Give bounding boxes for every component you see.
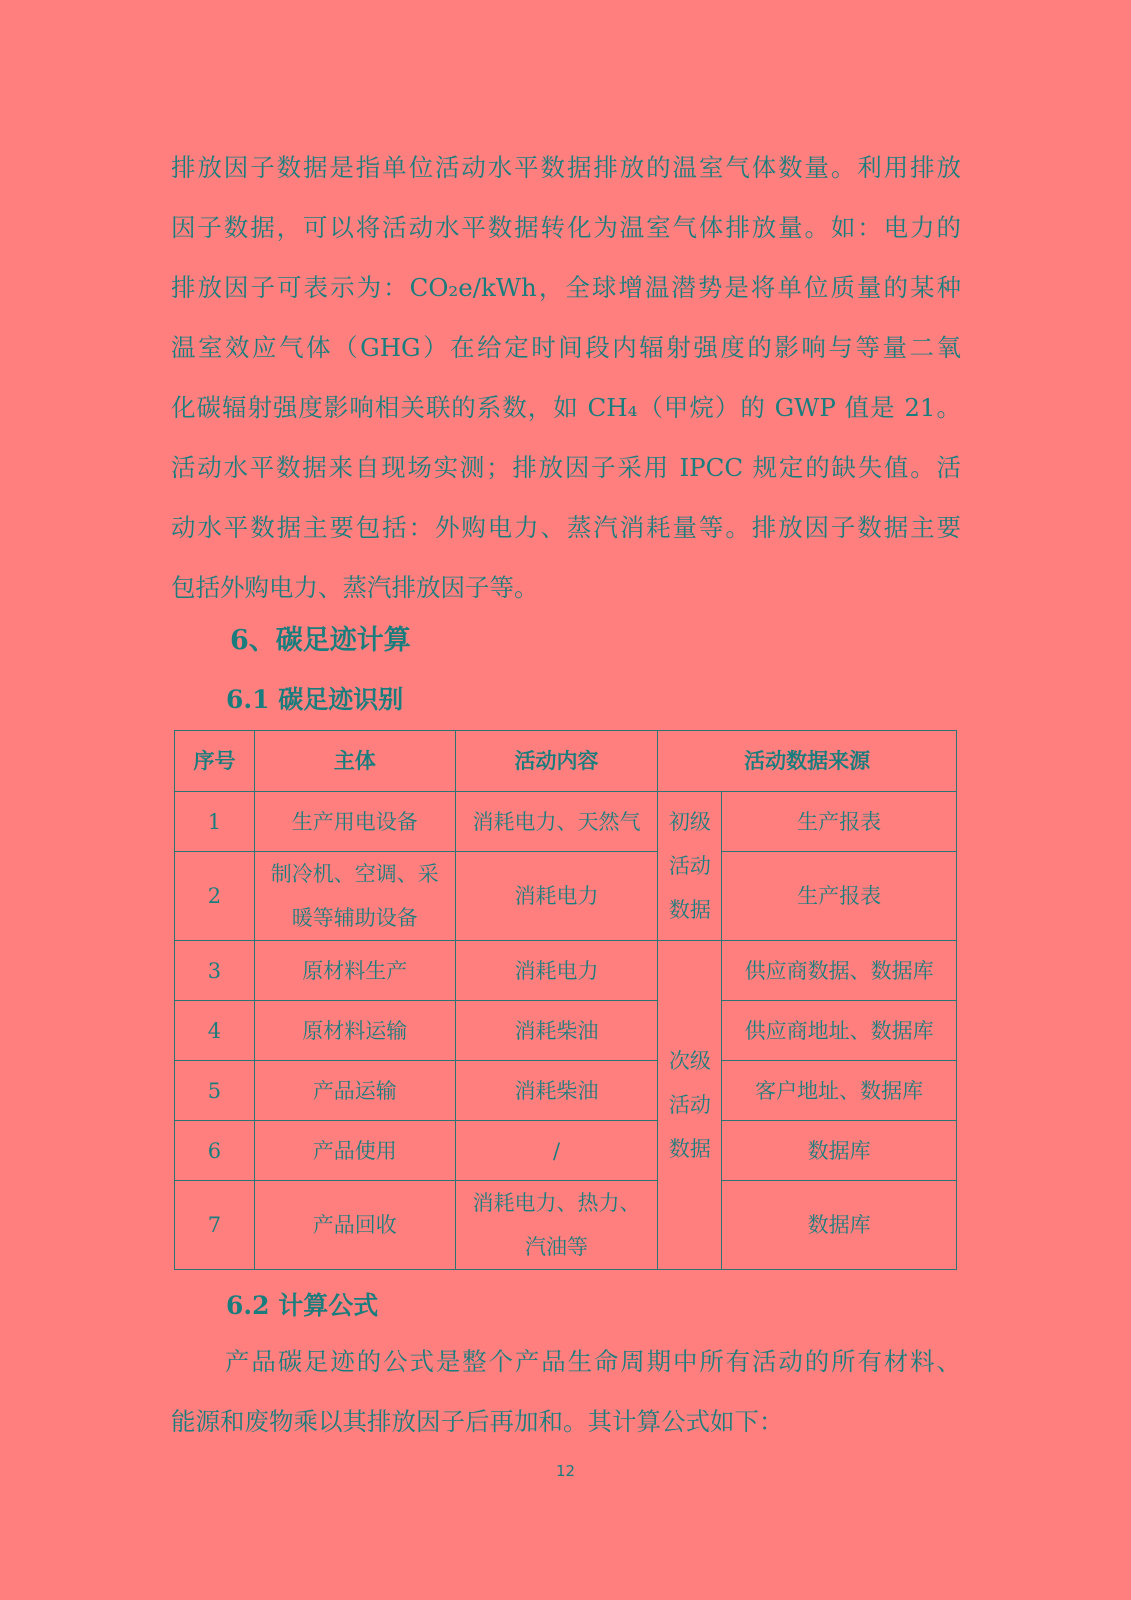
cell-no: 7 (175, 1181, 255, 1270)
cell-no: 2 (175, 852, 255, 941)
cell-subject: 原材料运输 (254, 1001, 455, 1061)
cell-source: 数据库 (722, 1121, 957, 1181)
cell-activity: 消耗柴油 (455, 1061, 658, 1121)
cell-no: 1 (175, 792, 255, 852)
text-line: 能源和废物乘以其排放因子后再加和。其计算公式如下： (171, 1407, 784, 1436)
cell-subject: 产品使用 (254, 1121, 455, 1181)
text-line: 化碳辐射强度影响相关联的系数，如 CH₄（甲烷）的 GWP 值是 21。 (171, 393, 961, 422)
cell-activity: 消耗电力 (455, 941, 658, 1001)
cell-no: 3 (175, 941, 255, 1001)
cell-activity: 消耗电力、天然气 (455, 792, 658, 852)
cell-source: 数据库 (722, 1181, 957, 1270)
cell-activity: 消耗柴油 (455, 1001, 658, 1061)
text-line: 排放因子数据是指单位活动水平数据排放的温室气体数量。利用排放 (171, 153, 961, 182)
cell-source: 供应商地址、数据库 (722, 1001, 957, 1061)
section-heading-6: 6、碳足迹计算 (230, 625, 411, 656)
cell-subject: 产品回收 (254, 1181, 455, 1270)
table-row (175, 1001, 957, 1061)
paragraph-formula-intro (171, 1332, 961, 1452)
cell-no: 6 (175, 1121, 255, 1181)
cell-subject: 原材料生产 (254, 941, 455, 1001)
cell-subject: 产品运输 (254, 1061, 455, 1121)
section-heading-6-2: 6.2 计算公式 (226, 1291, 379, 1320)
cell-activity: / (455, 1121, 658, 1181)
table-row (175, 1061, 957, 1121)
header-no: 序号 (175, 731, 255, 792)
table-row (175, 852, 957, 941)
section-heading-6-1: 6.1 碳足迹识别 (226, 685, 404, 714)
cell-subject: 生产用电设备 (254, 792, 455, 852)
header-subject: 主体 (254, 731, 455, 792)
cell-subject: 制冷机、空调、采 暖等辅助设备 (254, 852, 455, 941)
table-row (175, 1181, 957, 1270)
text-line: 包括外购电力、蒸汽排放因子等。 (171, 573, 539, 602)
text-line: 产品碳足迹的公式是整个产品生命周期中所有活动的所有材料、 (225, 1347, 961, 1376)
cell-category-primary: 初级 活动 数据 (658, 792, 722, 941)
cell-source: 供应商数据、数据库 (722, 941, 957, 1001)
cell-activity: 消耗电力、热力、 汽油等 (455, 1181, 658, 1270)
text-line: 温室效应气体（GHG）在给定时间段内辐射强度的影响与等量二氧 (171, 333, 961, 362)
cell-category-secondary: 次级 活动 数据 (658, 941, 722, 1270)
table-row (175, 1121, 957, 1181)
table-row (175, 792, 957, 852)
text-line: 排放因子可表示为：CO₂e/kWh，全球增温潜势是将单位质量的某种 (171, 273, 961, 302)
page-number: 12 (555, 1462, 576, 1480)
table-header-row (175, 731, 957, 792)
text-line: 因子数据，可以将活动水平数据转化为温室气体排放量。如：电力的 (171, 213, 961, 242)
cell-source: 客户地址、数据库 (722, 1061, 957, 1121)
cell-source: 生产报表 (722, 792, 957, 852)
cell-activity: 消耗电力 (455, 852, 658, 941)
cell-no: 4 (175, 1001, 255, 1061)
cell-no: 5 (175, 1061, 255, 1121)
text-line: 动水平数据主要包括：外购电力、蒸汽消耗量等。排放因子数据主要 (171, 513, 961, 542)
header-activity: 活动内容 (455, 731, 658, 792)
header-source: 活动数据来源 (658, 731, 957, 792)
text-line: 活动水平数据来自现场实测；排放因子采用 IPCC 规定的缺失值。活 (171, 453, 961, 482)
table-row (175, 941, 957, 1001)
paragraph-emission-factors (171, 138, 961, 618)
carbon-footprint-table (174, 730, 957, 1270)
cell-source: 生产报表 (722, 852, 957, 941)
